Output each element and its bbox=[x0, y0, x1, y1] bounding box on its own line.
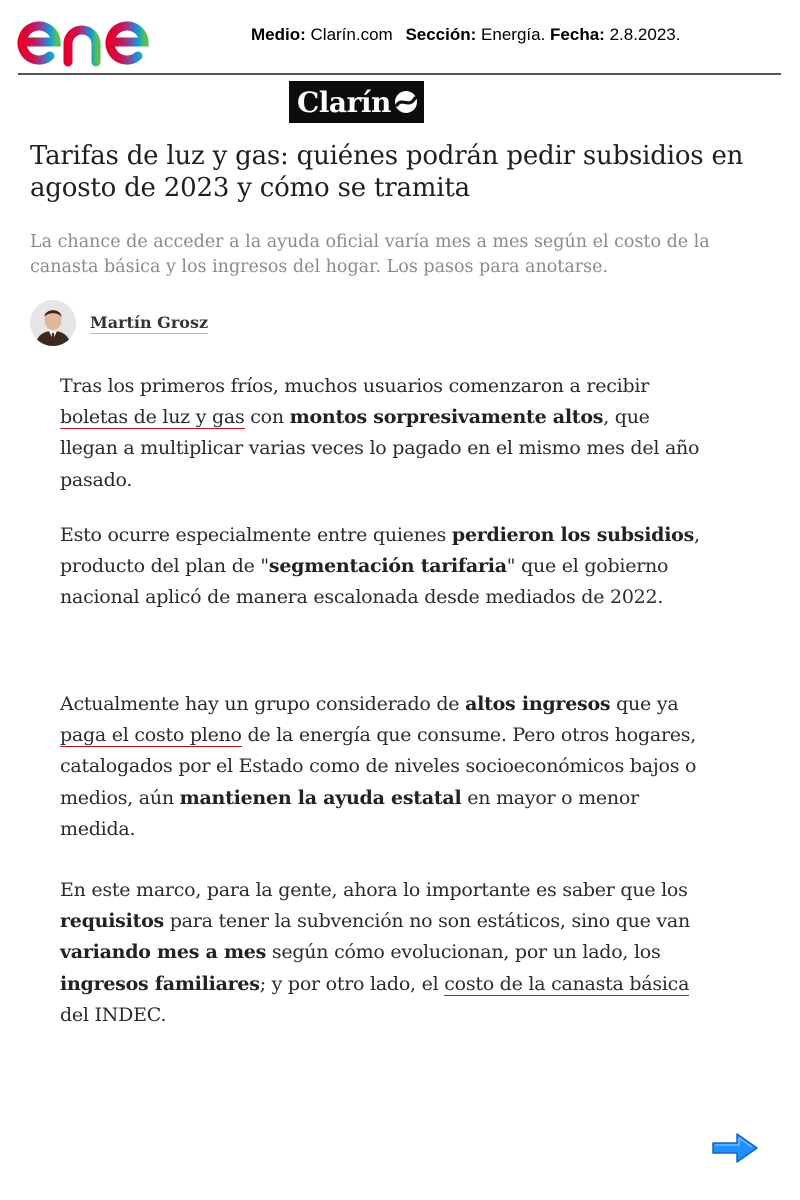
bold-text: perdieron los subsidios bbox=[451, 524, 695, 546]
text: Esto ocurre especialmente entre quienes bbox=[60, 524, 452, 546]
fecha-value: 2.8.2023. bbox=[609, 25, 681, 44]
bold-text: segmentación tarifaria bbox=[268, 555, 507, 578]
bold-text: ingresos familiares bbox=[60, 972, 260, 995]
text: de la energía que consume. Pero otros hogares, catalogados por el Estado como de niveles socioeconómicos bajos o medios, aún bbox=[60, 724, 697, 809]
article-title: Tarifas de luz y gas: quiénes podrán pedir subsidios en agosto de 2023 y cómo se tramita bbox=[30, 141, 744, 203]
bold-text: altos ingresos bbox=[465, 693, 611, 715]
right-arrow-icon[interactable] bbox=[710, 1130, 760, 1166]
fecha-label: Fecha: bbox=[550, 25, 605, 44]
text: , producto del plan de " bbox=[60, 524, 700, 578]
bold-text: montos sorpresivamente altos bbox=[289, 406, 604, 429]
text: " que el gobierno nacional aplicó de manera escalonada desde mediados de 2022. bbox=[60, 555, 669, 609]
paragraph-2 bbox=[60, 520, 700, 614]
clarin-logo bbox=[289, 81, 424, 123]
paragraph-4 bbox=[60, 875, 700, 1031]
text: En este marco, para la gente, ahora lo importante es saber que los bbox=[60, 879, 688, 901]
enel-logo bbox=[16, 4, 182, 68]
medio-label: Medio: bbox=[251, 25, 306, 44]
bold-text: mantienen la ayuda estatal bbox=[179, 786, 462, 809]
text: con bbox=[244, 406, 290, 429]
seccion-value: Energía. bbox=[481, 25, 546, 44]
clipping-metadata bbox=[251, 25, 680, 45]
clarin-mark-icon bbox=[393, 89, 419, 115]
paragraph-1 bbox=[60, 371, 700, 496]
text: para tener la subvención no son estáticos, sino que van bbox=[163, 910, 690, 933]
link-boletas[interactable]: boletas de luz y gas bbox=[60, 406, 245, 429]
paragraph-3 bbox=[60, 689, 700, 845]
text: Actualmente hay un grupo considerado de bbox=[60, 693, 466, 715]
author-byline bbox=[30, 300, 208, 346]
text: Tras los primeros fríos, muchos usuarios comenzaron a recibir bbox=[60, 375, 650, 397]
clipping-header bbox=[0, 0, 800, 76]
seccion-label: Sección: bbox=[405, 25, 477, 44]
link-costo-pleno[interactable]: paga el costo pleno bbox=[60, 724, 242, 747]
author-avatar bbox=[30, 300, 76, 346]
link-canasta-basica[interactable]: costo de la canasta básica bbox=[444, 972, 690, 995]
article-subtitle: La chance de acceder a la ayuda oficial varía mes a mes según el costo de la canasta básica y los ingresos del hogar. Los pasos para anotarse. bbox=[30, 232, 710, 277]
text: según cómo evolucionan, por un lado, los bbox=[266, 941, 661, 964]
text: , que llegan a multiplicar varias veces lo pagado en el mismo mes del año pasado. bbox=[60, 406, 700, 491]
text: que ya bbox=[610, 693, 679, 715]
text: ; y por otro lado, el bbox=[259, 972, 445, 995]
medio-value: Clarín.com bbox=[310, 25, 393, 44]
text: del INDEC. bbox=[60, 1003, 167, 1026]
clarin-logo-text: Clarín bbox=[297, 85, 391, 119]
text: en mayor o menor medida. bbox=[60, 786, 639, 840]
bold-text: requisitos bbox=[60, 910, 164, 933]
bold-text: variando mes a mes bbox=[60, 941, 267, 964]
author-name[interactable]: Martín Grosz bbox=[90, 312, 209, 332]
header-divider bbox=[18, 73, 781, 75]
